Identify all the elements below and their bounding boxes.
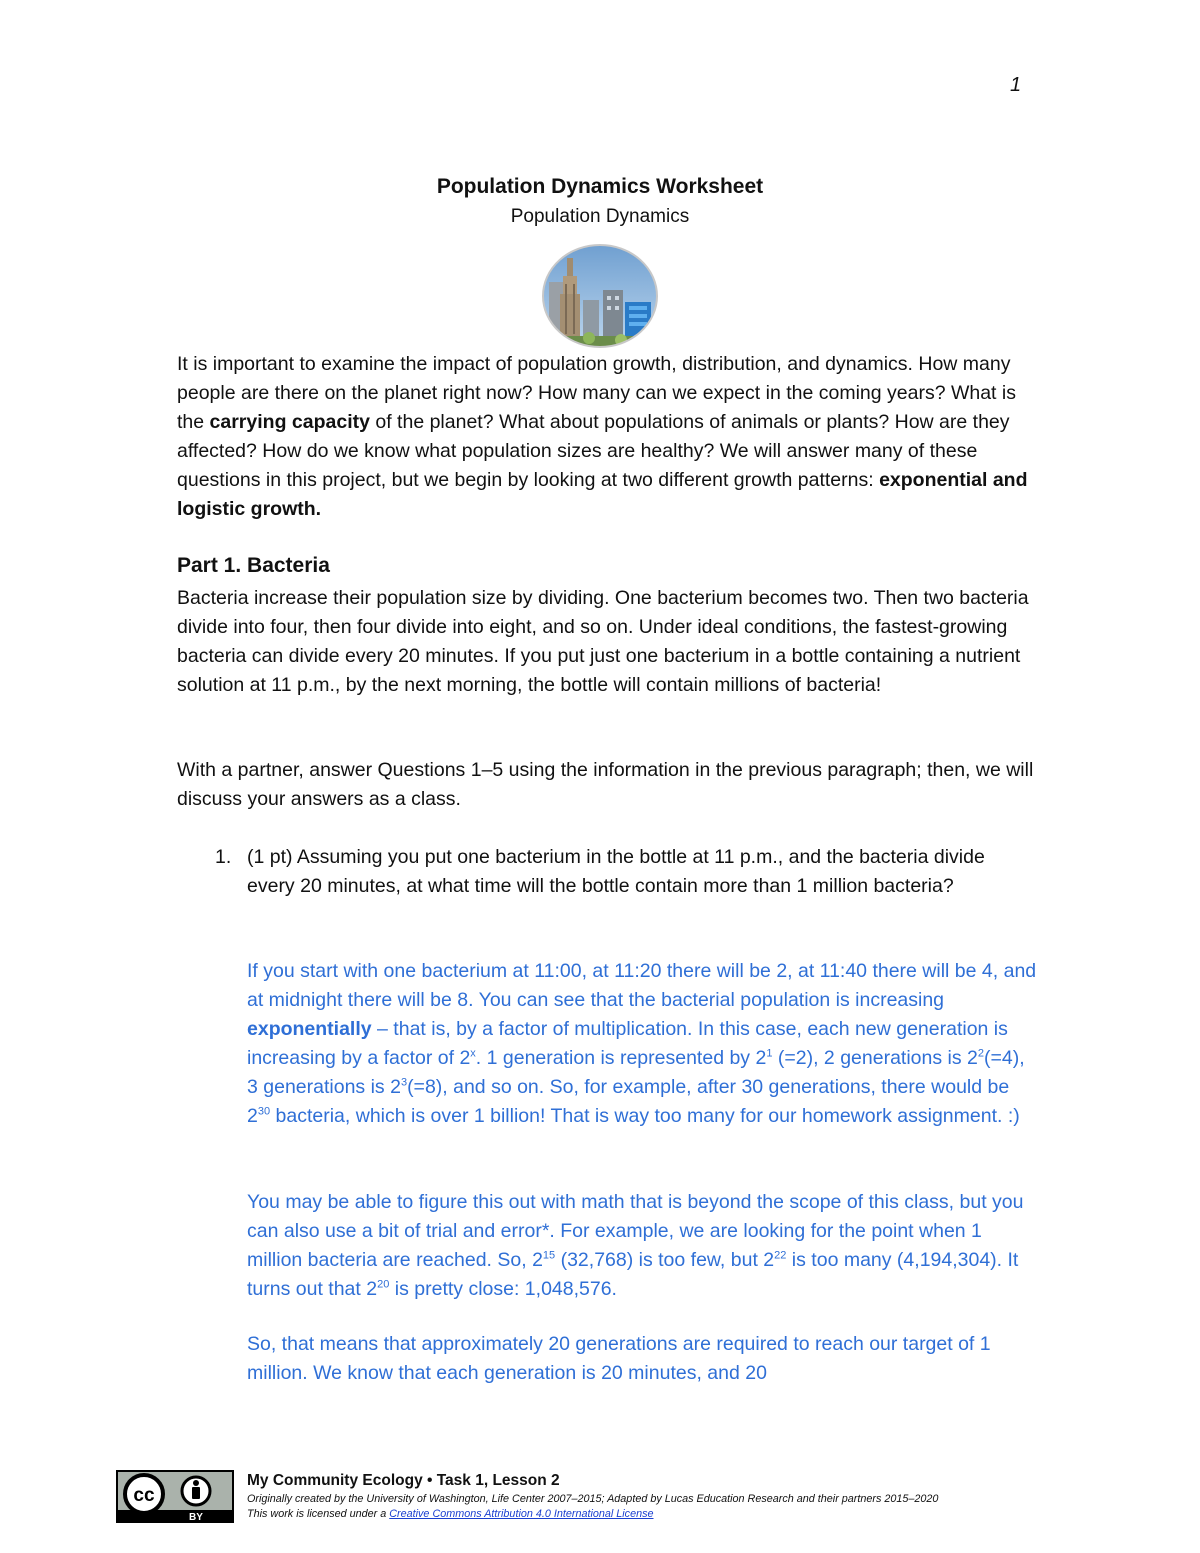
growth-patterns-term: exponential and logistic growth. (177, 469, 1028, 520)
intro-text-2: of the planet? What about populations of animals or plants? How are they affected? How do we know what population sizes are healthy? We will answer many of these questions in this project, but we begin by looking at two different growth patterns: (177, 411, 1010, 491)
exponent: 15 (542, 1249, 556, 1262)
answer-text: You may be able to figure this out with math that is beyond the scope of this class, but you can also use a bit of trial and error*. For example, we are looking for the point when 1 million bacteria are reached. So, 2 (247, 1191, 1024, 1271)
cc-by-badge: BY (189, 1512, 203, 1523)
exponent: 3 (400, 1076, 408, 1089)
exponent: 22 (774, 1249, 787, 1262)
answer-text: If you start with one bacterium at 11:00, at 11:20 there will be 2, at 11:40 there will be 4, and at midnight there will be 8. You can see that the bacterial population is increasing (247, 960, 1037, 1011)
answer-text: bacteria, which is over 1 billion! That is way too many for our homework assignment. :) (270, 1105, 1020, 1127)
answer-text: (=4), 3 generations is 2 (247, 1047, 1025, 1098)
answer-paragraph-3: So, that means that approximately 20 generations are required to reach our target of 1 million. We know that each generation is 20 minutes, and 20 (247, 1333, 991, 1384)
svg-text:cc: cc (133, 1485, 155, 1506)
carrying-capacity-term: carrying capacity (209, 411, 370, 433)
answer-text: (=8), and so on. So, for example, after 30 generations, there would be 2 (247, 1076, 1010, 1127)
footer-license-prefix: This work is licensed under a (247, 1508, 390, 1520)
answer-text: (32,768) is too few, but 2 (555, 1249, 775, 1271)
exponent: 1 (766, 1047, 773, 1060)
answer-text: (=2), 2 generations is 2 (772, 1047, 978, 1069)
answer-paragraph-2 (247, 1188, 1037, 1304)
answer-text: – that is, by a factor of multiplication. In this case, each new generation is increasing by a factor of 2 (247, 1018, 1008, 1069)
exponent: 30 (257, 1105, 271, 1118)
exponentially-term: exponentially (247, 1018, 372, 1040)
footer-license (247, 1507, 1147, 1522)
answer-text: . 1 generation is represented by 2 (475, 1047, 767, 1069)
answer-text: is pretty close: 1,048,576. (389, 1278, 617, 1300)
part1-paragraph-2: With a partner, answer Questions 1–5 using the information in the previous paragraph; then, we will discuss your answers as a class. (177, 759, 1034, 810)
intro-text-1: It is important to examine the impact of population growth, distribution, and dynamics. How many people are there on the planet right now? How many can we expect in the coming years? What is the (177, 353, 1016, 433)
exponent: x (470, 1047, 476, 1060)
license-link[interactable]: Creative Commons Attribution 4.0 International License (389, 1508, 654, 1520)
title-block (0, 172, 1200, 232)
exponent: 20 (377, 1278, 390, 1291)
footer-credits: Originally created by the University of Washington, Life Center 2007–2015; Adapted by Lucas Education Research and their partners 2015–2020 (247, 1493, 939, 1505)
footer-title: My Community Ecology • Task 1, Lesson 2 (247, 1472, 560, 1489)
question-number: 1. (215, 846, 232, 868)
page-title: Population Dynamics Worksheet (436, 175, 764, 198)
page-number: 1 (1010, 74, 1022, 96)
footer (247, 1470, 1147, 1522)
part1-heading: Part 1. Bacteria (177, 554, 330, 577)
question-text: (1 pt) Assuming you put one bacterium in the bottle at 11 p.m., and the bacteria divide every 20 minutes, at what time will the bottle contain more than 1 million bacteria? (247, 846, 985, 897)
exponent: 2 (977, 1047, 984, 1060)
city-skyline-logo-icon (541, 244, 659, 348)
creative-commons-by-icon (116, 1470, 234, 1523)
intro-paragraph (177, 350, 1037, 524)
answer-paragraph-1 (247, 957, 1037, 1131)
page-subtitle: Population Dynamics (510, 206, 690, 227)
answer-text: is too many (4,194,304). It turns out that 2 (247, 1249, 1019, 1300)
part1-paragraph-1: Bacteria increase their population size by dividing. One bacterium becomes two. Then two bacteria divide into four, then four divide into eight, and so on. Under ideal conditions, the fastest-growing bacteria can divide every 20 minutes. If you put just one bacterium in a bottle containing a nutrient solution at 11 p.m., by the next morning, the bottle will contain millions of bacteria! (177, 587, 1029, 696)
question-1 (215, 843, 1035, 901)
